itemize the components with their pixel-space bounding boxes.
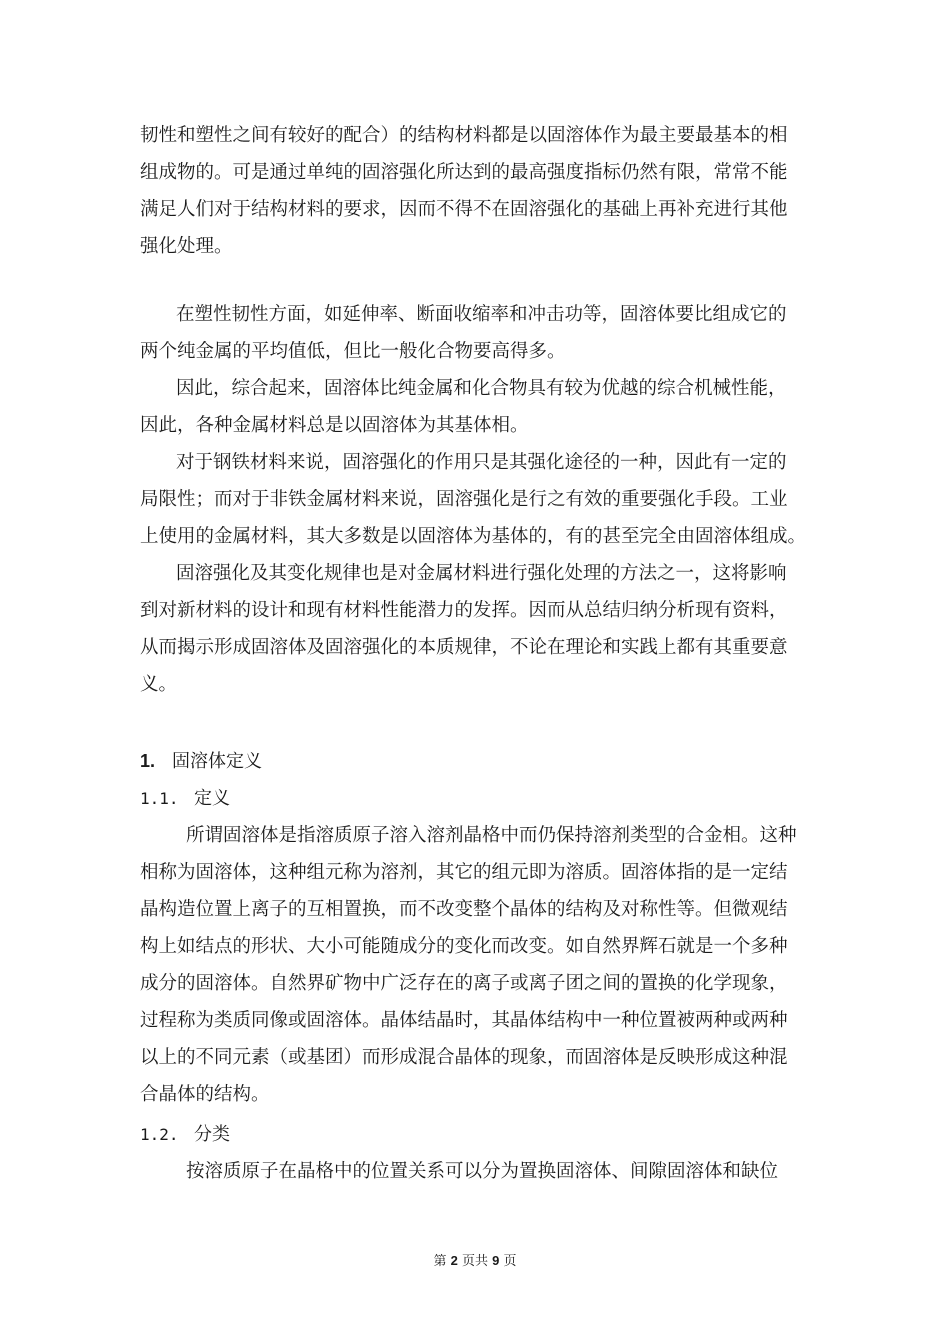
heading-title: 分类	[194, 1124, 230, 1145]
paragraph-definition	[140, 817, 810, 1113]
heading-number: 1.1.	[140, 789, 179, 808]
paragraph-significance	[140, 555, 810, 703]
text-line: 过程称为类质同像或固溶体。晶体结晶时，其晶体结构中一种位置被两种或两种	[140, 1010, 788, 1031]
paragraph-conclusion	[140, 370, 810, 444]
paragraph-classification	[140, 1153, 810, 1190]
text-line: 所谓固溶体是指溶质原子溶入溶剂晶格中而仍保持溶剂类型的合金相。这种	[186, 825, 797, 846]
heading-number: 1.	[140, 751, 156, 771]
text-line: 义。	[140, 674, 178, 695]
section-heading-1-1	[140, 780, 230, 817]
page-footer	[0, 1250, 950, 1269]
text-line: 组成物的。可是通过单纯的固溶强化所达到的最高强度指标仍然有限，常常不能	[140, 162, 788, 183]
text-line: 构上如结点的形状、大小可能随成分的变化而改变。如自然界辉石就是一个多种	[140, 936, 788, 957]
text-line: 按溶质原子在晶格中的位置关系可以分为置换固溶体、间隙固溶体和缺位	[186, 1161, 779, 1182]
text-line: 满足人们对于结构材料的要求，因而不得不在固溶强化的基础上再补充进行其他	[140, 199, 788, 220]
text-line: 两个纯金属的平均值低，但比一般化合物要高得多。	[140, 341, 566, 362]
paragraph-steel	[140, 444, 810, 555]
text-line: 固溶强化及其变化规律也是对金属材料进行强化处理的方法之一，这将影响	[176, 563, 787, 584]
section-heading-1-2	[140, 1116, 230, 1153]
text-line: 局限性；而对于非铁金属材料来说，固溶强化是行之有效的重要强化手段。工业	[140, 489, 788, 510]
text-line: 晶构造位置上离子的互相置换，而不改变整个晶体的结构及对称性等。但微观结	[140, 899, 788, 920]
text-line: 因此，综合起来，固溶体比纯金属和化合物具有较为优越的综合机械性能，	[176, 378, 787, 399]
text-line: 到对新材料的设计和现有材料性能潜力的发挥。因而从总结归纳分析现有资料，	[140, 600, 788, 621]
paragraph-plasticity	[140, 296, 810, 370]
text-line: 从而揭示形成固溶体及固溶强化的本质规律，不论在理论和实践上都有其重要意	[140, 637, 788, 658]
heading-title: 固溶体定义	[172, 751, 262, 772]
heading-title: 定义	[194, 788, 230, 809]
text-line: 对于钢铁材料来说，固溶强化的作用只是其强化途径的一种，因此有一定的	[176, 452, 787, 473]
text-line: 因此，各种金属材料总是以固溶体为其基体相。	[140, 415, 529, 436]
section-heading-1	[140, 743, 262, 780]
text-line: 合晶体的结构。	[140, 1084, 270, 1105]
footer-prefix: 第	[433, 1254, 447, 1269]
footer-middle: 页共	[461, 1254, 488, 1269]
heading-number: 1.2.	[140, 1125, 179, 1144]
paragraph-strength-intro	[140, 117, 810, 265]
footer-suffix: 页	[503, 1254, 517, 1269]
text-line: 强化处理。	[140, 236, 233, 257]
text-line: 上使用的金属材料，其大多数是以固溶体为基体的，有的甚至完全由固溶体组成。	[140, 526, 807, 547]
text-line: 成分的固溶体。自然界矿物中广泛存在的离子或离子团之间的置换的化学现象，	[140, 973, 788, 994]
current-page-number: 2	[450, 1253, 458, 1268]
text-line: 韧性和塑性之间有较好的配合）的结构材料都是以固溶体作为最主要最基本的相	[140, 125, 788, 146]
text-line: 以上的不同元素（或基团）而形成混合晶体的现象，而固溶体是反映形成这种混	[140, 1047, 788, 1068]
text-line: 在塑性韧性方面，如延伸率、断面收缩率和冲击功等，固溶体要比组成它的	[176, 304, 787, 325]
total-page-number: 9	[492, 1253, 500, 1268]
text-line: 相称为固溶体，这种组元称为溶剂，其它的组元即为溶质。固溶体指的是一定结	[140, 862, 788, 883]
